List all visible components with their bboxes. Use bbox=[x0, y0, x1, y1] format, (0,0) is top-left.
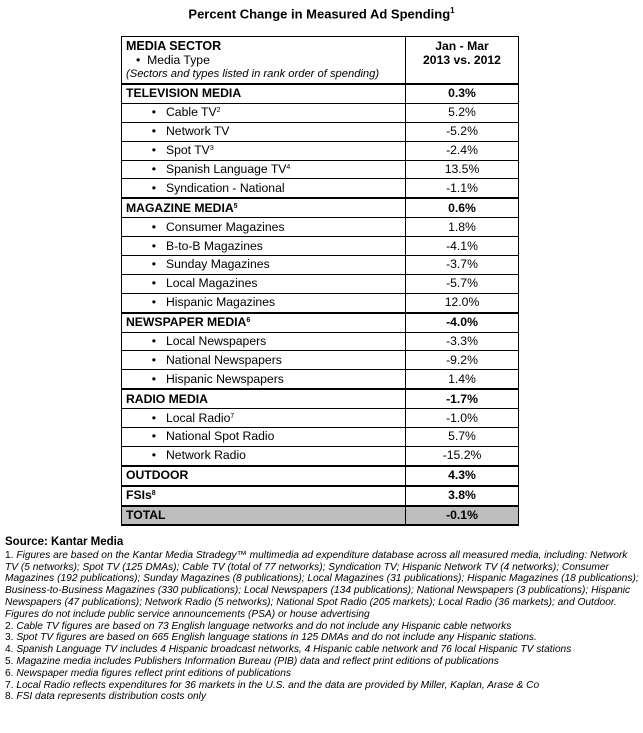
footnote-number: 3. bbox=[5, 632, 14, 644]
media-type-row bbox=[122, 122, 519, 141]
sector-row bbox=[122, 198, 519, 217]
percent-change-value: -4.1% bbox=[406, 237, 519, 256]
label-cell bbox=[122, 274, 406, 293]
row-label: Cable TV bbox=[166, 105, 217, 120]
row-label: NEWSPAPER MEDIA bbox=[126, 315, 247, 330]
media-type-row bbox=[122, 274, 519, 293]
footnote-number: 2. bbox=[5, 620, 14, 632]
media-type-row bbox=[122, 218, 519, 237]
label-cell bbox=[122, 218, 406, 237]
percent-change-value: -4.0% bbox=[406, 313, 519, 332]
row-label: Network Radio bbox=[166, 448, 246, 463]
ad-spending-table bbox=[121, 36, 519, 526]
label-cell bbox=[122, 466, 406, 486]
bullet-icon: • bbox=[151, 180, 156, 195]
percent-change-value: -2.4% bbox=[406, 141, 519, 160]
footnote-list bbox=[5, 550, 640, 703]
label-cell bbox=[122, 122, 406, 141]
percent-change-value: -15.2% bbox=[406, 446, 519, 465]
title-footnote-ref: 1 bbox=[450, 6, 455, 15]
row-label: Spanish Language TV bbox=[166, 162, 287, 176]
footnote-text: Newspaper media figures reflect print editions of publications bbox=[16, 667, 291, 679]
percent-change-value: 3.8% bbox=[406, 486, 519, 506]
percent-change-value: 12.0% bbox=[406, 293, 519, 312]
label-cell bbox=[122, 256, 406, 275]
label-cell bbox=[122, 370, 406, 389]
bullet-icon: • bbox=[151, 334, 156, 349]
footnote-text: Spot TV figures are based on 665 English language stations in 125 DMAs and do not include any Hispanic stations. bbox=[16, 632, 537, 644]
media-type-row bbox=[122, 446, 519, 465]
percent-change-value: 4.3% bbox=[406, 466, 519, 486]
percent-change-value: 5.2% bbox=[406, 103, 519, 122]
footnote-item bbox=[5, 632, 640, 644]
percent-change-value: 0.3% bbox=[406, 84, 519, 103]
label-cell bbox=[122, 293, 406, 312]
label-cell bbox=[122, 351, 406, 370]
row-label: MAGAZINE MEDIA bbox=[126, 200, 234, 215]
percent-change-value: -5.7% bbox=[406, 274, 519, 293]
media-type-row bbox=[122, 256, 519, 275]
footnote-number: 7. bbox=[5, 679, 14, 691]
bullet-icon: • bbox=[151, 124, 156, 139]
bullet-icon: • bbox=[151, 257, 156, 272]
footnote-ref: 3 bbox=[209, 145, 214, 153]
sector-row bbox=[122, 313, 519, 332]
row-label: Hispanic Magazines bbox=[166, 295, 276, 310]
table-body bbox=[122, 37, 519, 526]
sector-row bbox=[122, 486, 519, 506]
header-period-line1: Jan - Mar bbox=[435, 39, 489, 53]
row-label: National Newspapers bbox=[166, 352, 282, 367]
bullet-icon: • bbox=[151, 238, 156, 253]
footnote-ref: 5 bbox=[233, 202, 238, 210]
footnote-text: FSI data represents distribution costs only bbox=[16, 691, 207, 703]
bullet-icon: • bbox=[151, 295, 156, 310]
bullet-icon: • bbox=[151, 276, 156, 291]
media-type-row bbox=[122, 237, 519, 256]
label-cell bbox=[122, 313, 406, 332]
bullet-icon: • bbox=[151, 371, 156, 386]
percent-change-value: 1.4% bbox=[406, 370, 519, 389]
label-cell bbox=[122, 446, 406, 465]
footnote-number: 6. bbox=[5, 667, 14, 679]
footnote-item bbox=[5, 621, 640, 633]
footnote-text: Spanish Language TV includes 4 Hispanic broadcast networks, 4 Hispanic cable network and 76 local Hispanic TV stations bbox=[16, 644, 572, 656]
bullet-icon: • bbox=[151, 352, 156, 367]
media-type-row bbox=[122, 332, 519, 351]
percent-change-value: -1.0% bbox=[406, 409, 519, 428]
row-label: Local Magazines bbox=[166, 276, 258, 291]
title-text: Percent Change in Measured Ad Spending bbox=[188, 6, 451, 22]
row-label: National Spot Radio bbox=[166, 429, 275, 444]
percent-change-value: -3.3% bbox=[406, 332, 519, 351]
percent-change-value: -5.2% bbox=[406, 122, 519, 141]
header-period-cell bbox=[406, 37, 519, 85]
footnote-text: Magazine media includes Publishers Information Bureau (PIB) data and reflect print editions of publications bbox=[16, 655, 499, 667]
row-label: Local Newspapers bbox=[166, 334, 267, 349]
media-type-row bbox=[122, 428, 519, 447]
media-type-row bbox=[122, 160, 519, 179]
footnote-text: Cable TV figures are based on 73 English language networks and do not include any Hispanic cable networks bbox=[16, 620, 512, 632]
label-cell bbox=[122, 84, 406, 103]
footnote-ref: 2 bbox=[216, 107, 221, 115]
media-type-row bbox=[122, 370, 519, 389]
row-label: TELEVISION MEDIA bbox=[126, 86, 242, 101]
footnote-item bbox=[5, 680, 640, 692]
percent-change-value: 5.7% bbox=[406, 428, 519, 447]
bullet-icon: • bbox=[151, 448, 156, 463]
bullet-icon: • bbox=[151, 143, 156, 158]
row-label: Syndication - National bbox=[166, 180, 285, 195]
row-label: Network TV bbox=[166, 124, 230, 139]
percent-change-value: -1.7% bbox=[406, 389, 519, 408]
row-label: Consumer Magazines bbox=[166, 219, 285, 234]
row-label: OUTDOOR bbox=[126, 468, 189, 483]
label-cell bbox=[122, 409, 406, 428]
label-cell bbox=[122, 160, 406, 179]
row-label: FSIs bbox=[126, 488, 152, 503]
row-label: Sunday Magazines bbox=[166, 257, 270, 272]
percent-change-value: 0.6% bbox=[406, 198, 519, 217]
label-cell bbox=[122, 428, 406, 447]
media-type-row bbox=[122, 103, 519, 122]
footnote-number: 5. bbox=[5, 655, 14, 667]
sector-row bbox=[122, 389, 519, 408]
header-sector-label: MEDIA SECTOR bbox=[126, 39, 222, 53]
label-cell bbox=[122, 103, 406, 122]
total-row bbox=[122, 506, 519, 526]
label-cell bbox=[122, 179, 406, 198]
percent-change-value: -9.2% bbox=[406, 351, 519, 370]
media-type-row bbox=[122, 293, 519, 312]
label-cell bbox=[122, 486, 406, 506]
footnote-item bbox=[5, 668, 640, 680]
footnote-text: Figures are based on the Kantar Media Stradegy™ multimedia ad expenditure database across all measured media, including: Network TV (5 networks); Spot TV (125 DMAs); Cable TV (total of 77 networks); Syndication TV; Hispanic Network TV (4 networks); Consumer Magazines (192 publications); Sunday Magazines (8 publications); Local Magazines (31 publications); Hispanic Magazines (18 publications); Business-to-Business Magazines (330 publications); Local Newspapers (134 publications); National Newspapers (3 publications); Hispanic Newspapers (47 publications); Network Radio (5 networks); National Spot Radio (205 markets); Local Radio (36 markets); and Outdoor. Figures do not include public service announcements (PSA) or house advertising bbox=[5, 549, 639, 620]
footnote-text: Local Radio reflects expenditures for 36 markets in the U.S. and the data are provided by Miller, Kaplan, Arase & Co bbox=[16, 679, 540, 691]
label-cell bbox=[122, 389, 406, 408]
footnote-item bbox=[5, 550, 640, 621]
percent-change-value: -1.1% bbox=[406, 179, 519, 198]
row-label: Spot TV bbox=[166, 143, 210, 158]
footnote-ref: 4 bbox=[286, 164, 291, 171]
sector-row bbox=[122, 84, 519, 103]
footnote-ref: 6 bbox=[246, 317, 251, 325]
footnote-ref: 7 bbox=[230, 412, 235, 420]
row-label: TOTAL bbox=[126, 508, 166, 523]
row-label: Hispanic Newspapers bbox=[166, 371, 284, 386]
footnote-item bbox=[5, 691, 640, 703]
footnote-number: 8. bbox=[5, 691, 14, 703]
sector-row bbox=[122, 466, 519, 486]
bullet-icon: • bbox=[136, 53, 141, 67]
percent-change-value: 1.8% bbox=[406, 218, 519, 237]
media-type-row bbox=[122, 351, 519, 370]
row-label: Local Radio bbox=[166, 410, 231, 425]
bullet-icon: • bbox=[151, 429, 156, 444]
footnote-number: 1. bbox=[5, 549, 14, 561]
media-type-row bbox=[122, 141, 519, 160]
media-type-row bbox=[122, 179, 519, 198]
label-cell bbox=[122, 141, 406, 160]
header-period-line2: 2013 vs. 2012 bbox=[423, 53, 501, 67]
bullet-icon: • bbox=[151, 162, 156, 176]
footnote-ref: 8 bbox=[151, 490, 156, 498]
header-media-type-label: Media Type bbox=[147, 53, 210, 67]
row-label: B-to-B Magazines bbox=[166, 238, 263, 253]
percent-change-value: -3.7% bbox=[406, 256, 519, 275]
header-sector-cell bbox=[122, 37, 406, 85]
bullet-icon: • bbox=[151, 410, 156, 425]
label-cell bbox=[122, 332, 406, 351]
bullet-icon: • bbox=[151, 105, 156, 120]
label-cell bbox=[122, 237, 406, 256]
row-label: RADIO MEDIA bbox=[126, 391, 208, 406]
media-type-row bbox=[122, 409, 519, 428]
footnote-item bbox=[5, 656, 640, 668]
label-cell bbox=[122, 198, 406, 217]
footnote-item bbox=[5, 644, 640, 656]
percent-change-value: -0.1% bbox=[406, 506, 519, 526]
page-title bbox=[0, 6, 643, 21]
percent-change-value: 13.5% bbox=[406, 160, 519, 179]
header-media-type bbox=[126, 53, 401, 67]
label-cell bbox=[122, 506, 406, 526]
source-line: Source: Kantar Media bbox=[5, 536, 124, 548]
bullet-icon: • bbox=[151, 219, 156, 234]
footnotes-section bbox=[5, 537, 640, 703]
header-note: (Sectors and types listed in rank order of spending) bbox=[126, 68, 380, 80]
footnote-number: 4. bbox=[5, 644, 14, 656]
table-header-row bbox=[122, 37, 519, 85]
